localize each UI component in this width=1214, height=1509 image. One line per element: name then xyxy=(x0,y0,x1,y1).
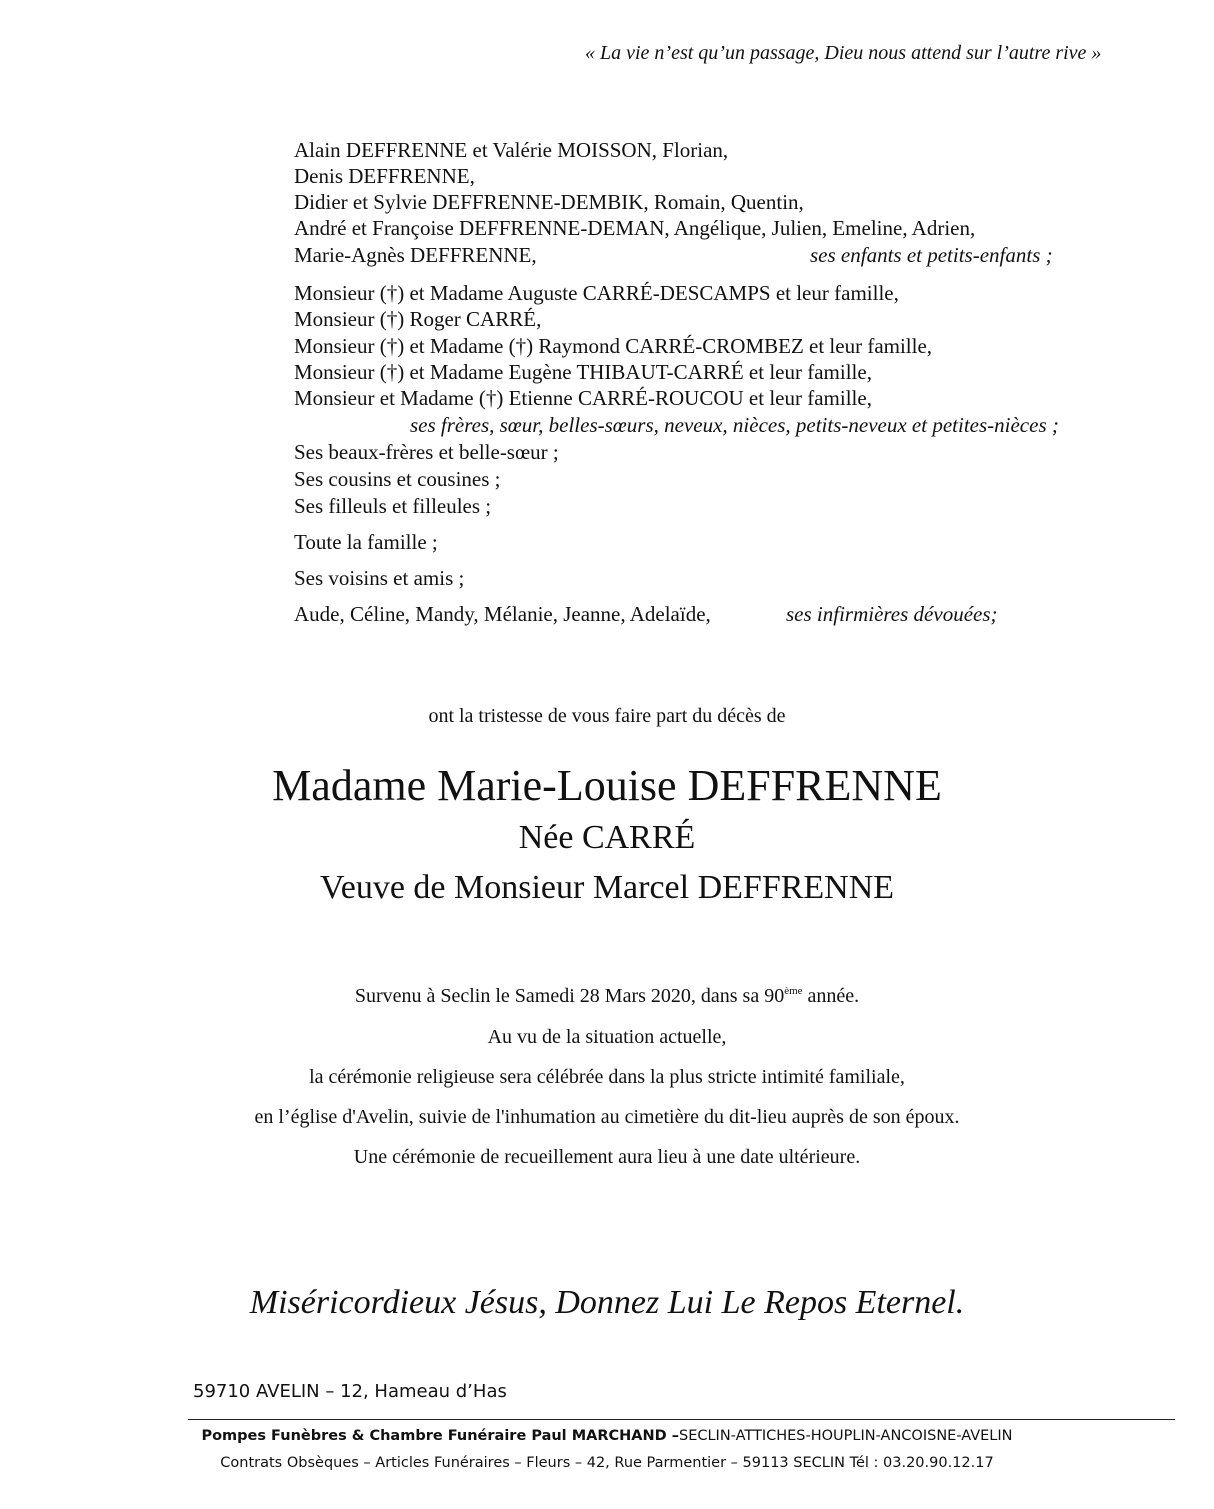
announcement: ont la tristesse de vous faire part du décès de xyxy=(428,705,786,727)
others-line-3: Ses filleuls et filleules ; xyxy=(294,494,492,518)
children-line-1: Alain DEFFRENNE et Valérie MOISSON, Florian, xyxy=(294,138,729,162)
others-line-4: Toute la famille ; xyxy=(294,530,438,554)
siblings-line-1: Monsieur (†) et Madame Auguste CARRÉ-DESCAMPS et leur famille, xyxy=(294,281,899,305)
siblings-line-4: Monsieur (†) et Madame Eugène THIBAUT-CARRÉ et leur famille, xyxy=(294,360,872,384)
details-line-1-end: année. xyxy=(802,985,860,1007)
footer-divider xyxy=(188,1419,1175,1420)
siblings-line-3: Monsieur (†) et Madame (†) Raymond CARRÉ-CROMBEZ et leur famille, xyxy=(294,334,933,358)
details-line-1-text: Survenu à Seclin le Samedi 28 Mars 2020, dans sa 90 xyxy=(354,985,785,1007)
nurses-names: Aude, Céline, Mandy, Mélanie, Jeanne, Adelaïde, xyxy=(294,602,711,626)
footer-services: Contrats Obsèques – Articles Funéraires – Fleurs – 42, Rue Parmentier – 59113 SECLIN Tél : 03.20.90.12.17 xyxy=(220,1455,994,1471)
siblings-line-5: Monsieur et Madame (†) Etienne CARRÉ-ROUCOU et leur famille, xyxy=(294,386,872,410)
siblings-line-2: Monsieur (†) Roger CARRÉ, xyxy=(294,307,542,331)
children-line-3: Didier et Sylvie DEFFRENNE-DEMBIK, Romain, Quentin, xyxy=(294,190,804,214)
footer-towns: SECLIN-ATTICHES-HOUPLIN-ANCOISNE-AVELIN xyxy=(678,1428,1013,1444)
address: 59710 AVELIN – 12, Hameau d’Has xyxy=(193,1381,507,1402)
others-line-1: Ses beaux-frères et belle-sœur ; xyxy=(294,440,559,464)
prayer: Miséricordieux Jésus, Donnez Lui Le Repos Eternel. xyxy=(249,1284,965,1321)
children-caption: ses enfants et petits-enfants ; xyxy=(810,243,1053,267)
others-line-2: Ses cousins et cousines ; xyxy=(294,467,501,491)
details-line-2: Au vu de la situation actuelle, xyxy=(487,1026,727,1048)
deceased-name: Madame Marie-Louise DEFFRENNE xyxy=(272,761,942,810)
nurses-caption: ses infirmières dévouées; xyxy=(786,602,998,626)
children-line-2: Denis DEFFRENNE, xyxy=(294,164,475,188)
details-line-1-sup: ème xyxy=(784,985,803,997)
footer-company: Pompes Funèbres & Chambre Funéraire Paul MARCHAND – xyxy=(201,1428,679,1444)
siblings-caption: ses frères, sœur, belles-sœurs, neveux, nièces, petits-neveux et petites-nièces ; xyxy=(410,413,1059,437)
children-line-4: André et Françoise DEFFRENNE-DEMAN, Angélique, Julien, Emeline, Adrien, xyxy=(294,216,976,240)
epigraph: « La vie n’est qu’un passage, Dieu nous attend sur l’autre rive » xyxy=(585,42,1102,64)
others-line-5: Ses voisins et amis ; xyxy=(294,566,465,590)
details-line-1 xyxy=(0,985,1214,1008)
details-line-5: Une cérémonie de recueillement aura lieu à une date ultérieure. xyxy=(353,1146,861,1168)
children-line-5: Marie-Agnès DEFFRENNE, xyxy=(294,243,537,267)
deceased-widow: Veuve de Monsieur Marcel DEFFRENNE xyxy=(319,869,895,906)
details-line-3: la cérémonie religieuse sera célébrée dans la plus stricte intimité familiale, xyxy=(309,1066,905,1088)
details-line-4: en l’église d'Avelin, suivie de l'inhumation au cimetière du dit-lieu auprès de son époux. xyxy=(254,1106,960,1128)
deceased-nee: Née CARRÉ xyxy=(518,819,696,856)
footer-line-1 xyxy=(0,1428,1214,1444)
